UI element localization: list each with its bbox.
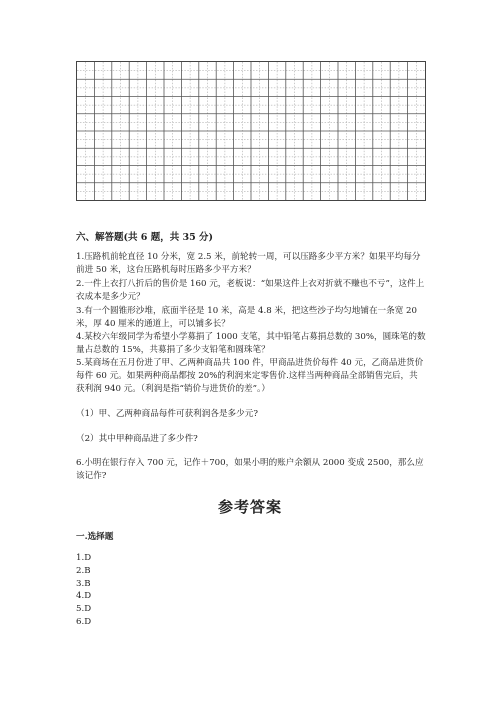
answer-item: 1.D: [76, 553, 92, 563]
answer-section-1-title: 一.选择题: [76, 532, 114, 542]
writing-grid-lines: [77, 62, 425, 200]
question-3: [76, 305, 426, 331]
question-1: [76, 251, 426, 277]
question-5-part-2-text: （2）其中甲种商品进了多少件?: [76, 434, 198, 444]
question-2-text: 2.一件上衣打八折后的售价是 160 元，老板说：“如果这件上衣对折就不赚也不亏”，这件上衣成本是多少元？: [76, 279, 425, 302]
answer-list: [76, 552, 91, 629]
answer-item: 6.D: [76, 616, 92, 627]
question-5-text: 5.某商场在五月份进了甲、乙两种商品共 100 件，甲商品进货价每件 40 元，乙商品进货价每件 60 元。如果两种商品都按 20%的利润来定零售价.这样当两种商品全部销售完后，共获利润 940 元。（利润是指“销价与进货价的差”。）: [76, 358, 424, 394]
question-1-text: 1.压路机前轮直径 10 分米，宽 2.5 米，前轮转一周，可以压路多少平方米？如果平均每分前进 50 米，这台压路机每时压路多少平方米？: [76, 252, 421, 275]
question-6: [76, 457, 426, 483]
question-3-text: 3.有一个圆锥形沙堆，底面半径是 10 米，高是 4.8 米，把这些沙子均匀地铺在一条宽 20 米，厚 40 厘米的通道上，可以铺多长？: [76, 306, 417, 329]
question-5: [76, 357, 426, 396]
answer-item: 4.D: [76, 591, 92, 602]
question-5-part-1: [76, 408, 426, 421]
question-5-part-1-text: （1）甲、乙两种商品每件可获利润各是多少元?: [76, 409, 258, 419]
answer-item: 2.B: [76, 565, 91, 576]
answer-item: 5.D: [76, 604, 92, 615]
question-4-text: 4.某校六年级同学为希望小学募捐了 1000 支笔，其中铅笔占募捐总数的 30%，圆珠笔的数量占总数的 15%，共募捐了多少支铅笔和圆珠笔？: [76, 332, 426, 355]
answer-item: 3.B: [76, 578, 91, 589]
answer-key-title: 参考答案: [217, 498, 282, 516]
question-2: [76, 278, 426, 304]
question-6-text: 6.小明在银行存入 700 元，记作＋700，如果小明的账户余额从 2000 变成 2500，那么应该记作?: [76, 458, 424, 481]
question-5-part-2: [76, 433, 426, 446]
writing-grid: [76, 61, 426, 201]
question-4: [76, 331, 426, 357]
section6-title: 六、解答题(共 6 题，共 35 分): [76, 232, 214, 243]
